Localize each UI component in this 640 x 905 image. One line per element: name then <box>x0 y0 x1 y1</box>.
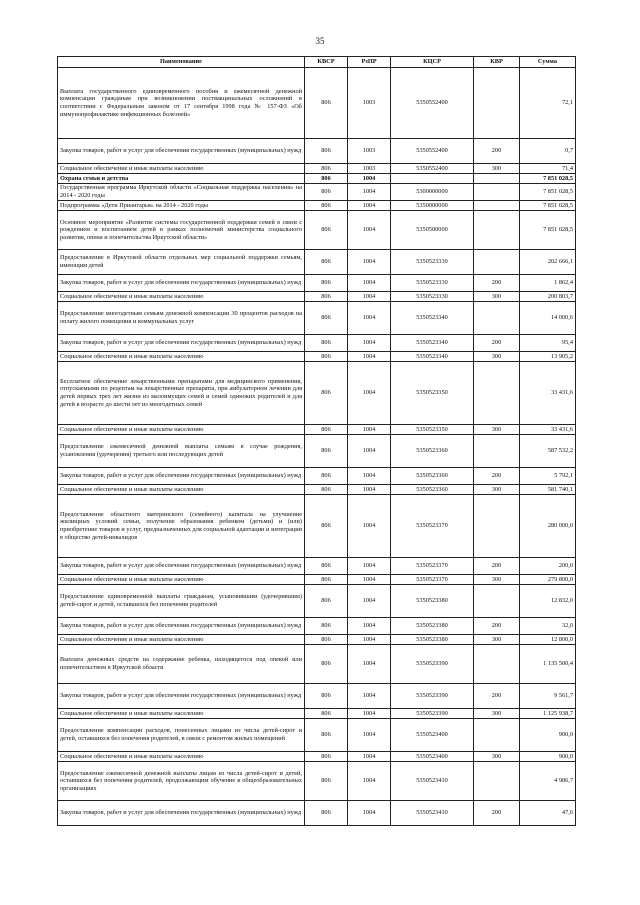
cell-kvsr: 806 <box>305 174 348 184</box>
cell-kvsr: 806 <box>305 485 348 495</box>
cell-name: Социальное обеспечение и иные выплаты населению <box>58 164 305 174</box>
cell-sum: 7 851 028,5 <box>520 184 576 201</box>
header-kvsr: КВСР <box>305 57 348 68</box>
cell-sum: 14 000,6 <box>520 302 576 335</box>
cell-rzpr: 1003 <box>348 164 391 174</box>
cell-kvr <box>474 585 520 618</box>
cell-sum: 1 135 500,4 <box>520 645 576 684</box>
cell-name: Социальное обеспечение и иные выплаты населению <box>58 752 305 762</box>
table-row <box>58 801 576 826</box>
table-row <box>58 575 576 585</box>
cell-kvsr: 806 <box>305 495 348 558</box>
cell-name: Социальное обеспечение и иные выплаты населению <box>58 352 305 362</box>
cell-kcsr: 5300000000 <box>391 184 474 201</box>
table-body <box>58 68 576 826</box>
cell-name: Охрана семьи и детства <box>58 174 305 184</box>
cell-sum: 33 431,6 <box>520 425 576 435</box>
cell-name: Закупка товаров, работ и услуг для обеспечения государственных (муниципальных) нужд <box>58 335 305 352</box>
cell-name: Закупка товаров, работ и услуг для обеспечения государственных (муниципальных) нужд <box>58 558 305 575</box>
cell-kvr: 200 <box>474 684 520 709</box>
cell-kvr <box>474 302 520 335</box>
cell-kvr <box>474 495 520 558</box>
cell-name: Предоставление многодетным семьям денежной компенсации 30 процентов расходов на оплату жилого помещения и коммунальных услуг <box>58 302 305 335</box>
cell-kcsr: 5350523410 <box>391 762 474 801</box>
cell-name: Подпрограмма «Дети Приангарья» на 2014 - 2020 годы <box>58 201 305 211</box>
cell-rzpr: 1004 <box>348 425 391 435</box>
cell-rzpr: 1004 <box>348 575 391 585</box>
cell-sum: 587 532,2 <box>520 435 576 468</box>
cell-rzpr: 1004 <box>348 762 391 801</box>
cell-name: Предоставление в Иркутской области отдельных мер социальной поддержки семьям, имеющим детей <box>58 250 305 275</box>
table-row <box>58 335 576 352</box>
cell-kvr <box>474 184 520 201</box>
table-row <box>58 425 576 435</box>
cell-kcsr: 5350523330 <box>391 275 474 292</box>
cell-name: Выплата государственного единовременного пособия и ежемесячной денежной компенсации гражданам при возникновении поствакцинальных осложнений в соответствии с Федеральным законом от 17 сентября 1998 года № 157-ФЗ «Об иммунопрофилактике инфекционных болезней» <box>58 68 305 139</box>
cell-kvsr: 806 <box>305 211 348 250</box>
cell-name: Выплата денежных средств на содержание ребенка, находящегося под опекой или попечительством в Иркутской области <box>58 645 305 684</box>
cell-kcsr: 5350000000 <box>391 201 474 211</box>
cell-kvr: 300 <box>474 752 520 762</box>
cell-name: Социальное обеспечение и иные выплаты населению <box>58 635 305 645</box>
table-row <box>58 68 576 139</box>
cell-kcsr: 5350523350 <box>391 362 474 425</box>
cell-name: Социальное обеспечение и иные выплаты населению <box>58 425 305 435</box>
cell-kvsr: 806 <box>305 425 348 435</box>
cell-rzpr: 1004 <box>348 211 391 250</box>
cell-kcsr: 5350523370 <box>391 575 474 585</box>
cell-sum: 280 000,0 <box>520 495 576 558</box>
cell-rzpr: 1004 <box>348 302 391 335</box>
cell-sum: 7 851 028,5 <box>520 174 576 184</box>
table-row <box>58 302 576 335</box>
cell-name: Закупка товаров, работ и услуг для обеспечения государственных (муниципальных) нужд <box>58 618 305 635</box>
table-row <box>58 468 576 485</box>
cell-kcsr: 5350523370 <box>391 558 474 575</box>
cell-kcsr: 5350523390 <box>391 709 474 719</box>
cell-kvr: 300 <box>474 485 520 495</box>
cell-kcsr: 5350523390 <box>391 645 474 684</box>
table-row <box>58 684 576 709</box>
cell-rzpr: 1004 <box>348 752 391 762</box>
cell-kcsr: 5350523350 <box>391 425 474 435</box>
table-row <box>58 139 576 164</box>
cell-kvr <box>474 174 520 184</box>
cell-rzpr: 1004 <box>348 435 391 468</box>
cell-name: Предоставление ежемесячной денежной выплаты лицам из числа детей-сирот и детей, оставшихся без попечения родителей, продолжающим обучение в общеобразовательных организациях <box>58 762 305 801</box>
cell-kvsr: 806 <box>305 250 348 275</box>
cell-kvsr: 806 <box>305 435 348 468</box>
cell-kvsr: 806 <box>305 635 348 645</box>
table-row <box>58 618 576 635</box>
cell-name: Бесплатное обеспечение лекарственными препаратами для медицинского применения, отпускаемыми по рецептам на лекарственные препараты, при амбулаторном лечении для детей первых трех лет жизни из малоимущих семей и семей одиноких родителей и для детей в возрасте до шести лет из многодетных семей <box>58 362 305 425</box>
cell-name: Социальное обеспечение и иные выплаты населению <box>58 485 305 495</box>
cell-kvsr: 806 <box>305 292 348 302</box>
cell-rzpr: 1004 <box>348 801 391 826</box>
table-row <box>58 250 576 275</box>
header-name: Наименование <box>58 57 305 68</box>
cell-kvsr: 806 <box>305 752 348 762</box>
cell-kcsr: 5350523360 <box>391 485 474 495</box>
header-kcsr: КЦСР <box>391 57 474 68</box>
cell-kvr: 300 <box>474 292 520 302</box>
cell-kvsr: 806 <box>305 302 348 335</box>
cell-kvr: 300 <box>474 425 520 435</box>
cell-kvr: 200 <box>474 618 520 635</box>
cell-name: Социальное обеспечение и иные выплаты населению <box>58 575 305 585</box>
table-row <box>58 292 576 302</box>
cell-kcsr: 5350552400 <box>391 139 474 164</box>
table-row <box>58 635 576 645</box>
cell-rzpr: 1004 <box>348 645 391 684</box>
cell-kvr <box>474 201 520 211</box>
cell-sum: 200,0 <box>520 558 576 575</box>
cell-sum: 581 740,1 <box>520 485 576 495</box>
cell-rzpr: 1004 <box>348 485 391 495</box>
cell-kcsr: 5350523330 <box>391 250 474 275</box>
cell-name: Предоставление областного материнского (семейного) капитала на улучшение жилищных условий семьи, получение образования ребенком (детьми) и (или) приобретение товаров и услуг, предназначенных для социальной адаптации и интеграции в общество детей-инвалидов <box>58 495 305 558</box>
cell-sum: 7 851 028,5 <box>520 211 576 250</box>
cell-sum: 0,7 <box>520 139 576 164</box>
cell-rzpr: 1004 <box>348 495 391 558</box>
cell-name: Закупка товаров, работ и услуг для обеспечения государственных (муниципальных) нужд <box>58 468 305 485</box>
cell-kvsr: 806 <box>305 801 348 826</box>
cell-kcsr: 5350523340 <box>391 352 474 362</box>
cell-kvsr: 806 <box>305 201 348 211</box>
cell-kvr <box>474 211 520 250</box>
cell-kcsr: 5350523370 <box>391 495 474 558</box>
cell-rzpr: 1004 <box>348 275 391 292</box>
table-row <box>58 495 576 558</box>
cell-kcsr <box>391 174 474 184</box>
cell-rzpr: 1004 <box>348 558 391 575</box>
table-row <box>58 709 576 719</box>
cell-sum: 47,6 <box>520 801 576 826</box>
cell-sum: 202 666,1 <box>520 250 576 275</box>
header-sum: Сумма <box>520 57 576 68</box>
cell-kvr: 200 <box>474 139 520 164</box>
cell-kcsr: 5350500000 <box>391 211 474 250</box>
table-row <box>58 275 576 292</box>
cell-sum: 5 792,1 <box>520 468 576 485</box>
cell-kcsr: 5350523360 <box>391 468 474 485</box>
cell-kvsr: 806 <box>305 164 348 174</box>
cell-kcsr: 5350523380 <box>391 585 474 618</box>
cell-kvsr: 806 <box>305 184 348 201</box>
cell-sum: 12 832,0 <box>520 585 576 618</box>
cell-sum: 200 803,7 <box>520 292 576 302</box>
cell-sum: 13 905,2 <box>520 352 576 362</box>
cell-kcsr: 5350523390 <box>391 684 474 709</box>
cell-kcsr: 5350523330 <box>391 292 474 302</box>
cell-name: Предоставление ежемесячной денежной выплаты семьям в случае рождения, усыновления (удочерения) третьего или последующих детей <box>58 435 305 468</box>
cell-sum: 71,4 <box>520 164 576 174</box>
cell-sum: 1 862,4 <box>520 275 576 292</box>
cell-kvsr: 806 <box>305 762 348 801</box>
cell-name: Государственная программа Иркутской области «Социальная поддержка населения» на 2014 - 2020 годы <box>58 184 305 201</box>
cell-kvsr: 806 <box>305 719 348 752</box>
cell-sum: 1 125 938,7 <box>520 709 576 719</box>
cell-name: Предоставление компенсации расходов, понесенных лицами из числа детей-сирот и детей, оставшихся без попечения родителей, в связи с ремонтом жилых помещений <box>58 719 305 752</box>
cell-rzpr: 1004 <box>348 201 391 211</box>
cell-kcsr: 5350552400 <box>391 164 474 174</box>
table-row <box>58 645 576 684</box>
header-kvr: КВР <box>474 57 520 68</box>
cell-rzpr: 1004 <box>348 250 391 275</box>
cell-kvr <box>474 762 520 801</box>
cell-sum: 72,1 <box>520 68 576 139</box>
cell-kvsr: 806 <box>305 709 348 719</box>
cell-name: Закупка товаров, работ и услуг для обеспечения государственных (муниципальных) нужд <box>58 801 305 826</box>
cell-kvr <box>474 645 520 684</box>
cell-kvsr: 806 <box>305 684 348 709</box>
table-row <box>58 435 576 468</box>
cell-kvr <box>474 250 520 275</box>
cell-kvr: 300 <box>474 575 520 585</box>
cell-rzpr: 1004 <box>348 352 391 362</box>
table-header-row <box>58 57 576 68</box>
cell-kvsr: 806 <box>305 352 348 362</box>
cell-kcsr: 5350523340 <box>391 302 474 335</box>
cell-kcsr: 5350523380 <box>391 635 474 645</box>
cell-kvr: 200 <box>474 468 520 485</box>
cell-kvr: 200 <box>474 801 520 826</box>
cell-name: Закупка товаров, работ и услуг для обеспечения государственных (муниципальных) нужд <box>58 684 305 709</box>
cell-sum: 33 431,6 <box>520 362 576 425</box>
cell-kvr <box>474 435 520 468</box>
table-row <box>58 752 576 762</box>
cell-kvr <box>474 719 520 752</box>
cell-kvr: 300 <box>474 164 520 174</box>
table-row <box>58 762 576 801</box>
cell-kvsr: 806 <box>305 618 348 635</box>
table-row <box>58 485 576 495</box>
budget-table <box>57 56 576 826</box>
cell-sum: 7 851 028,5 <box>520 201 576 211</box>
cell-sum: 95,4 <box>520 335 576 352</box>
cell-name: Закупка товаров, работ и услуг для обеспечения государственных (муниципальных) нужд <box>58 139 305 164</box>
cell-sum: 4 986,7 <box>520 762 576 801</box>
cell-rzpr: 1004 <box>348 635 391 645</box>
table-row <box>58 558 576 575</box>
cell-kcsr: 5350523360 <box>391 435 474 468</box>
cell-kvr: 200 <box>474 335 520 352</box>
cell-kcsr: 5350552400 <box>391 68 474 139</box>
cell-rzpr: 1004 <box>348 618 391 635</box>
table-row <box>58 362 576 425</box>
cell-kvsr: 806 <box>305 335 348 352</box>
cell-sum: 279 800,0 <box>520 575 576 585</box>
cell-kvsr: 806 <box>305 68 348 139</box>
cell-rzpr: 1004 <box>348 709 391 719</box>
table-row <box>58 211 576 250</box>
cell-name: Предоставление единовременной выплаты гражданам, усыновившим (удочерившим) детей-сирот и детей, оставшихся без попечения родителей <box>58 585 305 618</box>
header-rzpr: РзПР <box>348 57 391 68</box>
table-row <box>58 585 576 618</box>
cell-kcsr: 5350523340 <box>391 335 474 352</box>
cell-rzpr: 1004 <box>348 292 391 302</box>
cell-name: Социальное обеспечение и иные выплаты населению <box>58 292 305 302</box>
cell-kvr: 300 <box>474 709 520 719</box>
table-row <box>58 201 576 211</box>
cell-rzpr: 1004 <box>348 719 391 752</box>
cell-rzpr: 1004 <box>348 468 391 485</box>
cell-kvsr: 806 <box>305 645 348 684</box>
cell-kvsr: 806 <box>305 275 348 292</box>
cell-kvr: 200 <box>474 558 520 575</box>
cell-name: Социальное обеспечение и иные выплаты населению <box>58 709 305 719</box>
cell-sum: 32,0 <box>520 618 576 635</box>
page-number: 35 <box>315 36 325 46</box>
cell-kcsr: 5350523400 <box>391 752 474 762</box>
cell-sum: 9 561,7 <box>520 684 576 709</box>
cell-kcsr: 5350523410 <box>391 801 474 826</box>
cell-kvr <box>474 68 520 139</box>
cell-kvr: 300 <box>474 352 520 362</box>
cell-kvr: 300 <box>474 635 520 645</box>
cell-kvsr: 806 <box>305 468 348 485</box>
cell-kvr <box>474 362 520 425</box>
cell-sum: 12 800,0 <box>520 635 576 645</box>
cell-kvsr: 806 <box>305 575 348 585</box>
table-row <box>58 174 576 184</box>
cell-rzpr: 1004 <box>348 362 391 425</box>
cell-kvsr: 806 <box>305 362 348 425</box>
table-row <box>58 719 576 752</box>
table-row <box>58 184 576 201</box>
cell-rzpr: 1004 <box>348 585 391 618</box>
cell-sum: 900,0 <box>520 752 576 762</box>
cell-rzpr: 1003 <box>348 139 391 164</box>
cell-rzpr: 1004 <box>348 684 391 709</box>
cell-kvsr: 806 <box>305 558 348 575</box>
table-row <box>58 352 576 362</box>
cell-rzpr: 1003 <box>348 68 391 139</box>
cell-kvr: 200 <box>474 275 520 292</box>
cell-name: Закупка товаров, работ и услуг для обеспечения государственных (муниципальных) нужд <box>58 275 305 292</box>
cell-kcsr: 5350523400 <box>391 719 474 752</box>
cell-kvsr: 806 <box>305 585 348 618</box>
cell-rzpr: 1004 <box>348 335 391 352</box>
cell-rzpr: 1004 <box>348 174 391 184</box>
cell-kcsr: 5350523380 <box>391 618 474 635</box>
cell-name: Основное мероприятие «Развитие системы государственной поддержки семей в связи с рождением и воспитанием детей в рамках полномочий министерства социального развития, опеки и попечительства Иркутской области» <box>58 211 305 250</box>
cell-kvsr: 806 <box>305 139 348 164</box>
cell-sum: 900,0 <box>520 719 576 752</box>
table-row <box>58 164 576 174</box>
cell-rzpr: 1004 <box>348 184 391 201</box>
